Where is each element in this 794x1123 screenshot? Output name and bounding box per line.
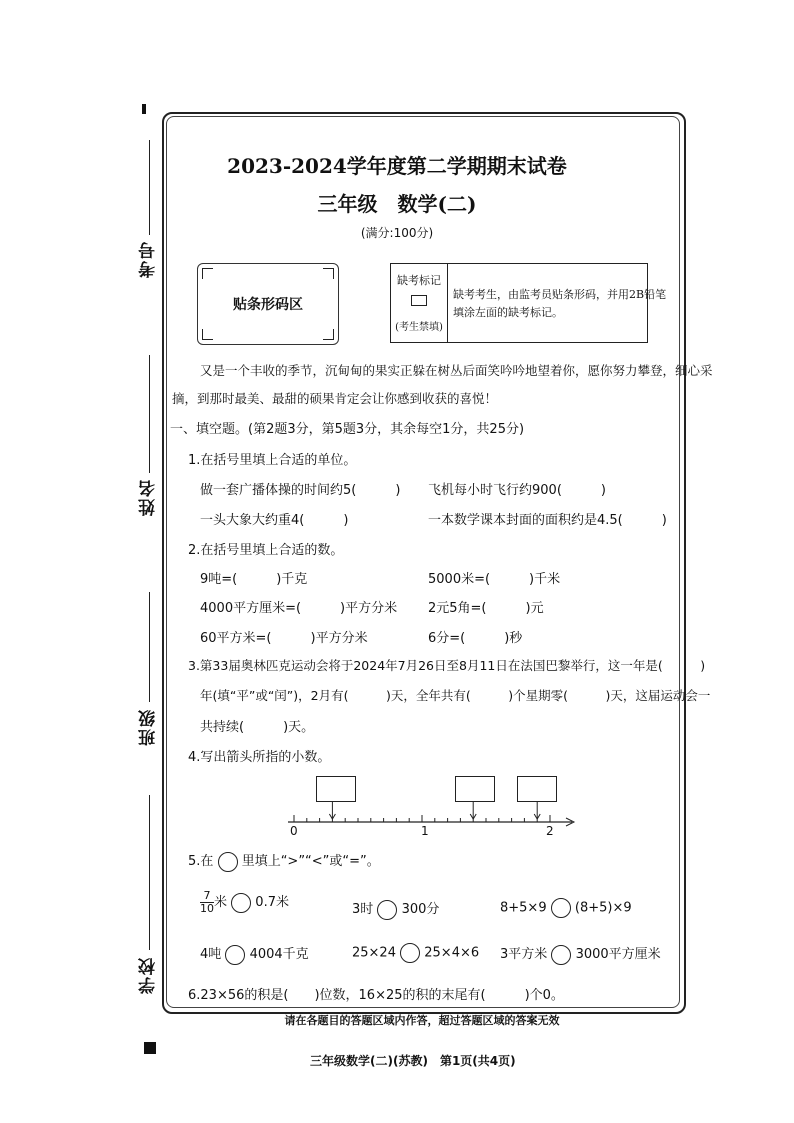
q5-r2b-right: 25×4×6 <box>424 945 480 961</box>
q5-stem-a: 5.在 <box>188 854 214 869</box>
q5-r2a-right: 4004千克 <box>249 947 309 962</box>
absence-instruction-line2: 填涂左面的缺考标记。 <box>453 306 563 319</box>
q5-r1c-right: (8+5)×9 <box>574 900 632 916</box>
tick-label-1: 1 <box>421 824 429 838</box>
barcode-area <box>197 263 339 345</box>
exam-title: 2023-2024学年度第二学期期末试卷 <box>227 154 567 178</box>
q6[interactable]: 6.23×56的积是( )位数，16×25的积的末尾有( )个0。 <box>188 988 564 1003</box>
q1-b[interactable]: 飞机每小时飞行约900( ) <box>428 483 606 498</box>
absence-mark-box <box>390 263 667 343</box>
tick-label-2: 2 <box>546 824 554 838</box>
q5-r1b-left: 3时 <box>352 902 374 917</box>
q5-r2a-left: 4吨 <box>200 947 222 962</box>
q5-r1a-right: 0.7米 <box>255 895 289 910</box>
absence-label: 缺考标记 <box>397 274 441 287</box>
number-line <box>288 774 578 840</box>
xingming-line <box>149 355 150 473</box>
barcode-label: 贴条形码区 <box>233 297 303 313</box>
q2-a[interactable]: 9吨=( )千克 <box>200 572 308 587</box>
q5-r2b-left: 25×24 <box>352 945 396 961</box>
q2-f[interactable]: 6分=( )秒 <box>428 631 523 646</box>
q5-stem <box>188 850 380 872</box>
q2-stem: 2.在括号里填上合适的数。 <box>188 543 344 558</box>
q5-r2c <box>500 943 661 965</box>
compare-circle-4[interactable] <box>225 945 245 965</box>
q1-stem: 1.在括号里填上合适的单位。 <box>188 453 357 468</box>
circle-icon <box>218 852 238 872</box>
q5-r1c <box>500 898 632 918</box>
xuexiao-label: 学校 <box>139 956 159 994</box>
q5-r1a-unit: 米 <box>214 895 228 910</box>
answer-box-3[interactable] <box>517 776 557 802</box>
q5-r1a <box>200 890 289 915</box>
absence-instruction-line1: 缺考考生，由监考员贴条形码，并用2B铅笔 <box>453 288 667 301</box>
compare-circle-3[interactable] <box>551 898 571 918</box>
q5-r2c-right: 3000平方厘米 <box>575 947 661 962</box>
full-score: (满分:100分) <box>360 226 434 240</box>
q5-r1c-left: 8+5×9 <box>500 900 547 916</box>
compare-circle-6[interactable] <box>551 945 571 965</box>
answer-area-notice: 请在各题目的答题区域内作答，超过答题区域的答案无效 <box>284 1014 560 1027</box>
absence-checkbox[interactable] <box>411 295 427 306</box>
compare-circle-2[interactable] <box>377 900 397 920</box>
page-frame-inner <box>166 116 680 1008</box>
q5-r1b-right: 300分 <box>401 902 440 917</box>
registration-mark-top <box>142 104 146 114</box>
answer-box-2[interactable] <box>455 776 495 802</box>
q5-r1b <box>352 898 439 920</box>
xuexiao-line <box>149 795 150 950</box>
q1-d[interactable]: 一本数学课本封面的面积约是4.5( ) <box>428 513 667 528</box>
compare-circle-5[interactable] <box>400 943 420 963</box>
q1-a[interactable]: 做一套广播体操的时间约5( ) <box>200 483 401 498</box>
absence-note: (考生禁填) <box>395 322 443 333</box>
q2-b[interactable]: 5000米=( )千米 <box>428 572 561 587</box>
q5-r2b <box>352 943 479 963</box>
xingming-label: 姓名 <box>139 478 159 516</box>
q5-stem-b: 里填上“>”“<”或“=”。 <box>241 854 380 869</box>
intro-line2: 摘，到那时最美、最甜的硕果肯定会让你感到收获的喜悦！ <box>172 391 498 406</box>
compare-circle-1[interactable] <box>231 893 251 913</box>
intro-line1: 又是一个丰收的季节，沉甸甸的果实正躲在树丛后面笑吟吟地望着你，愿你努力攀登，细心采 <box>200 363 713 378</box>
q3-line1[interactable]: 3.第33届奥林匹克运动会将于2024年7月26日至8月11日在法国巴黎举行，这一年是( ) <box>188 658 706 673</box>
q4-stem: 4.写出箭头所指的小数。 <box>188 750 331 765</box>
answer-box-1[interactable] <box>316 776 356 802</box>
q2-d[interactable]: 2元5角=( )元 <box>428 601 544 616</box>
q1-c[interactable]: 一头大象大约重4( ) <box>200 513 349 528</box>
exam-subtitle: 三年级 数学(二) <box>317 192 477 216</box>
banji-label: 班级 <box>139 708 159 746</box>
banji-line <box>149 592 150 702</box>
q5-r2c-left: 3平方米 <box>500 947 548 962</box>
q5-r2a <box>200 943 309 965</box>
q2-c[interactable]: 4000平方厘米=( )平方分米 <box>200 601 398 616</box>
section1-heading: 一、填空题。(第2题3分，第5题3分，其余每空1分，共25分) <box>170 422 525 437</box>
fraction-den: 10 <box>200 902 214 915</box>
q3-line2[interactable]: 年(填“平”或“闰”)，2月有( )天，全年共有( )个星期零( )天，这届运动会一 <box>200 688 711 703</box>
registration-mark-bottom <box>144 1042 156 1054</box>
q2-e[interactable]: 60平方米=( )平方分米 <box>200 631 368 646</box>
fraction-num: 7 <box>200 890 214 903</box>
kaohao-label: 考号 <box>139 240 159 278</box>
q3-line3[interactable]: 共持续( )天。 <box>200 720 315 735</box>
tick-label-0: 0 <box>290 824 298 838</box>
page-footer: 三年级数学(二)(苏教) 第1页(共4页) <box>310 1054 516 1068</box>
